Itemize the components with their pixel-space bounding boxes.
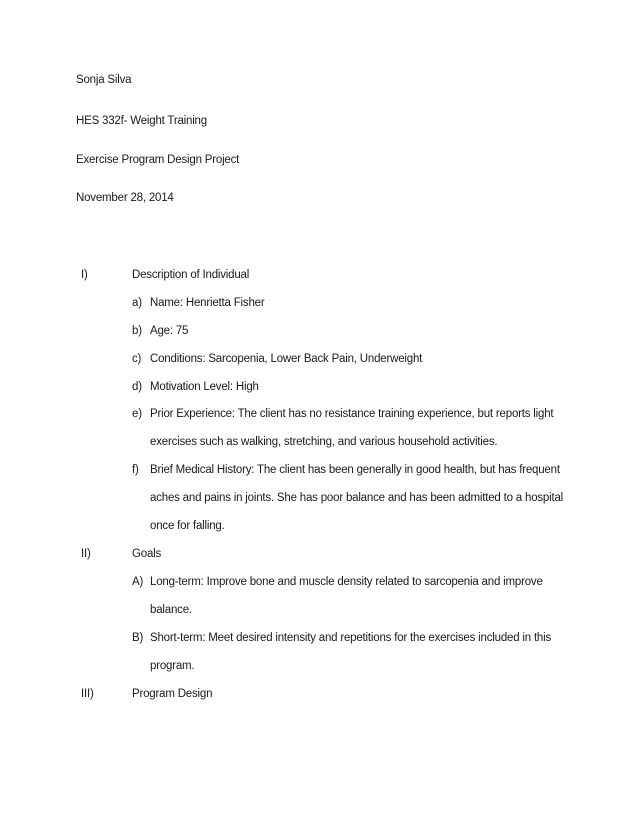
document-date: November 28, 2014 <box>76 192 174 204</box>
section-numeral: III) <box>81 688 94 700</box>
author-name: Sonja Silva <box>76 74 132 86</box>
list-item-text: program. <box>150 660 195 672</box>
list-item-text: Conditions: Sarcopenia, Lower Back Pain, Underweight <box>150 353 423 365</box>
list-item-text: Brief Medical History: The client has been generally in good health, but has frequent <box>150 464 560 476</box>
list-marker: b) <box>132 325 142 337</box>
list-item-text: once for falling. <box>150 520 225 532</box>
section-title: Description of Individual <box>132 269 250 281</box>
list-item-text: Name: Henrietta Fisher <box>150 297 265 309</box>
list-item-text: exercises such as walking, stretching, and various household activities. <box>150 436 498 448</box>
section-title: Goals <box>132 548 162 560</box>
project-title: Exercise Program Design Project <box>76 154 240 166</box>
list-marker: d) <box>132 381 142 393</box>
section-numeral: II) <box>81 548 91 560</box>
list-item-text: Prior Experience: The client has no resistance training experience, but reports light <box>150 408 554 420</box>
list-marker: A) <box>132 576 144 588</box>
section-title: Program Design <box>132 688 213 700</box>
list-item-text: balance. <box>150 604 192 616</box>
course-title: HES 332f- Weight Training <box>76 115 207 127</box>
list-item-text: Long-term: Improve bone and muscle density related to sarcopenia and improve <box>150 576 543 588</box>
list-marker: f) <box>132 464 139 476</box>
list-item-text: aches and pains in joints. She has poor balance and has been admitted to a hospital <box>150 492 564 504</box>
list-marker: c) <box>132 353 142 365</box>
list-item-text: Short-term: Meet desired intensity and repetitions for the exercises included in this <box>150 632 552 644</box>
list-marker: e) <box>132 408 142 420</box>
list-item-text: Age: 75 <box>150 325 189 337</box>
list-marker: B) <box>132 632 144 644</box>
list-item-text: Motivation Level: High <box>150 381 259 393</box>
section-numeral: I) <box>81 269 88 281</box>
list-marker: a) <box>132 297 142 309</box>
